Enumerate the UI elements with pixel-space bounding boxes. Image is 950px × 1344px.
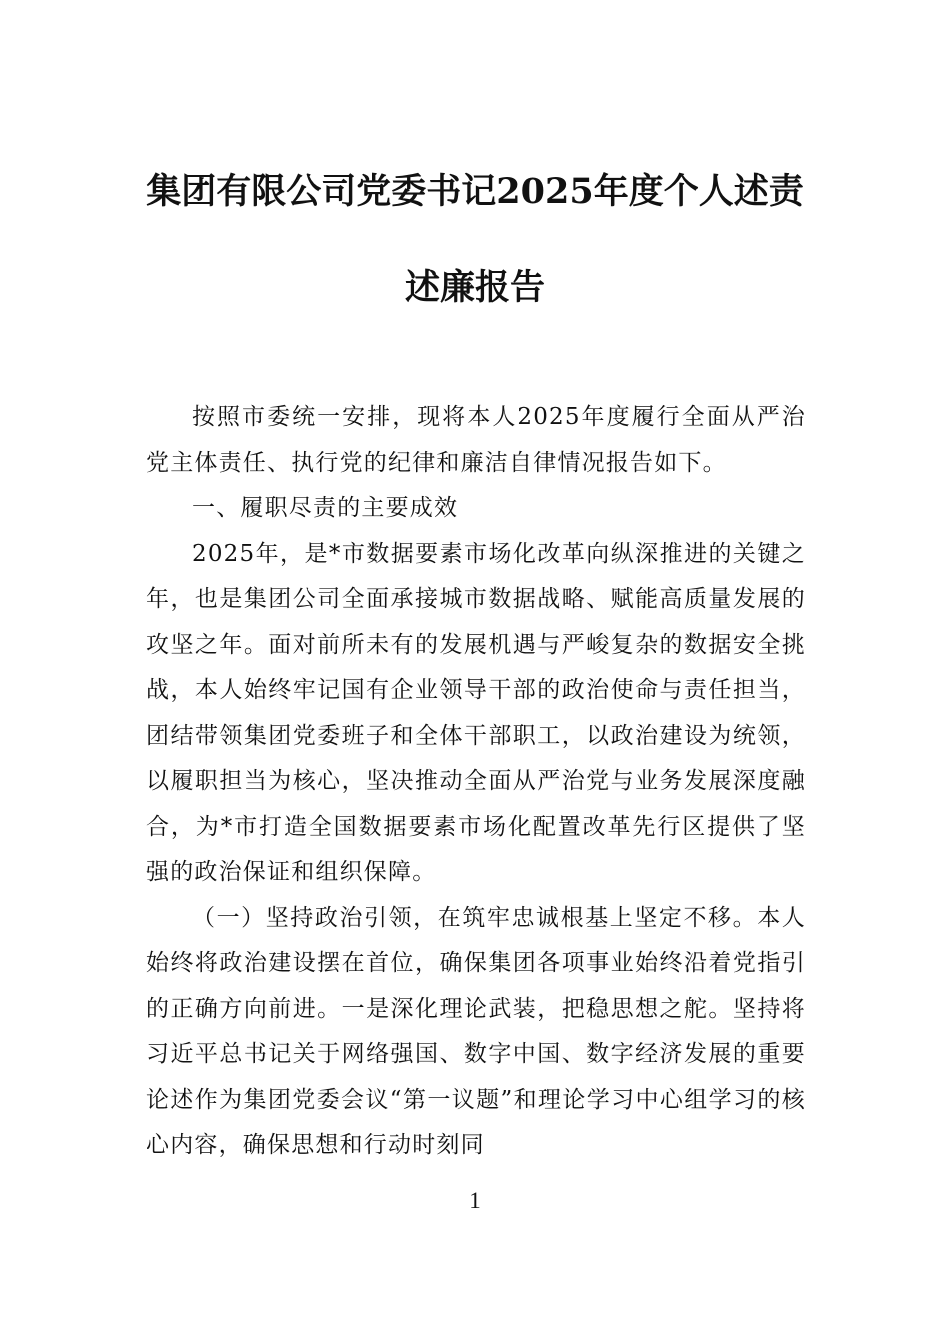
- section-heading-1: 一、履职尽责的主要成效: [192, 495, 459, 521]
- page-number: 1: [469, 1188, 481, 1213]
- sub-section-paragraph-1: [146, 896, 806, 1169]
- sub-section-heading-1: （一）坚持政治引领，在筑牢忠诚根基上坚定不移。: [192, 904, 758, 931]
- paragraph-2025: 2025年，是*市数据要素市场化改革向纵深推进的关键之年，也是集团公司全面承接城市数据战略、赋能高质量发展的攻坚之年。面对前所未有的发展机遇与严峻复杂的数据安全挑战，本人始终牢记国有企业领导干部的政治使命与责任担当，团结带领集团党委班子和全体干部职工，以政治建设为统领，以履职担当为核心，坚决推动全面从严治党与业务发展深度融合，为*市打造全国数据要素市场化配置改革先行区提供了坚强的政治保证和组织保障。: [146, 540, 806, 885]
- document-body: [146, 395, 806, 1169]
- document-title-line-1: 集团有限公司党委书记2025年度个人述责: [146, 171, 804, 212]
- document-title-line-2: 述廉报告: [404, 267, 545, 308]
- sub-section-body-1: 本人始终将政治建设摆在首位，确保集团各项事业始终沿着党指引的正确方向前进。一是深化理论武装，把稳思想之舵。坚持将习近平总书记关于网络强国、数字中国、数字经济发展的重要论述作为集团党委会议“第一议题”和理论学习中心组学习的核心内容，确保思想和行动时刻同: [146, 904, 806, 1158]
- intro-paragraph: 按照市委统一安排，现将本人2025年度履行全面从严治党主体责任、执行党的纪律和廉洁自律情况报告如下。: [146, 404, 806, 476]
